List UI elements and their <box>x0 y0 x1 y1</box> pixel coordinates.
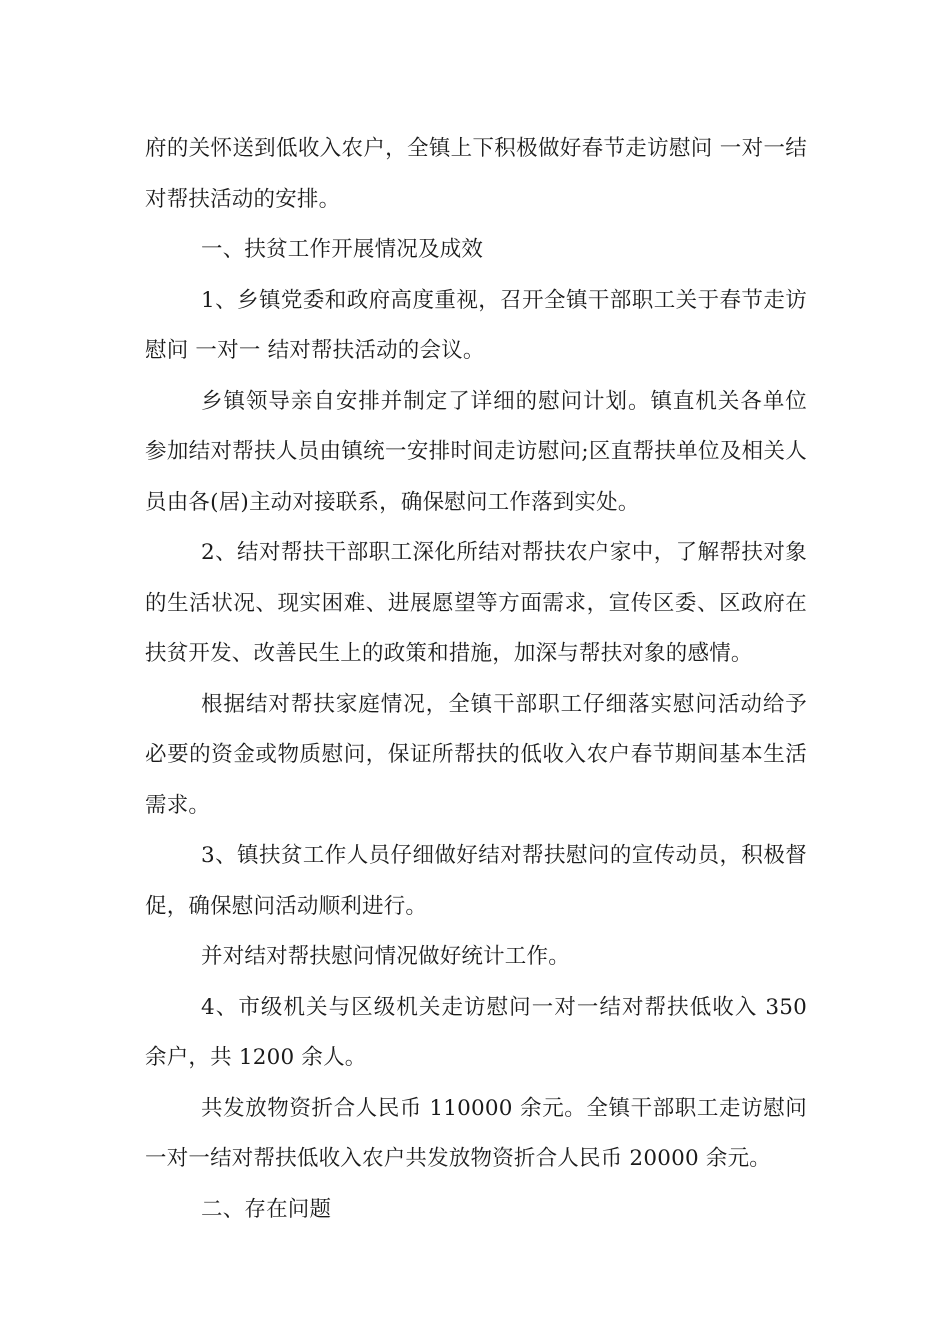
paragraph-item-2: 2、结对帮扶干部职工深化所结对帮扶农户家中，了解帮扶对象的生活状况、现实困难、进展愿望等方面需求，宣传区委、区政府在扶贫开发、改善民生上的政策和措施，加深与帮扶对象的感情。 <box>145 540 807 666</box>
paragraph-item-3: 3、镇扶贫工作人员仔细做好结对帮扶慰问的宣传动员，积极督促，确保慰问活动顺利进行。 <box>145 843 807 919</box>
paragraph-item-4: 4、市级机关与区级机关走访慰问一对一结对帮扶低收入 350 余户，共 1200 余人。 <box>145 994 807 1070</box>
section-heading-problems: 二、存在问题 <box>201 1196 332 1222</box>
paragraph-support: 根据结对帮扶家庭情况，全镇干部职工仔细落实慰问活动给予必要的资金或物质慰问，保证所帮扶的低收入农户春节期间基本生活需求。 <box>145 691 807 818</box>
paragraph-continuation: 府的关怀送到低收入农户，全镇上下积极做好春节走访慰问 一对一结对帮扶活动的安排。 <box>145 136 807 212</box>
paragraph-materials: 共发放物资折合人民币 110000 余元。全镇干部职工走访慰问一对一结对帮扶低收入农户共发放物资折合人民币 20000 余元。 <box>145 1095 807 1171</box>
paragraph-plan: 乡镇领导亲自安排并制定了详细的慰问计划。镇直机关各单位参加结对帮扶人员由镇统一安排时间走访慰问;区直帮扶单位及相关人员由各(居)主动对接联系，确保慰问工作落到实处。 <box>145 388 807 515</box>
document-body <box>145 124 807 1235</box>
paragraph-statistics: 并对结对帮扶慰问情况做好统计工作。 <box>201 944 570 969</box>
section-heading-progress: 一、扶贫工作开展情况及成效 <box>201 237 484 262</box>
paragraph-item-1: 1、乡镇党委和政府高度重视，召开全镇干部职工关于春节走访慰问 一对一 结对帮扶活动的会议。 <box>145 287 807 363</box>
